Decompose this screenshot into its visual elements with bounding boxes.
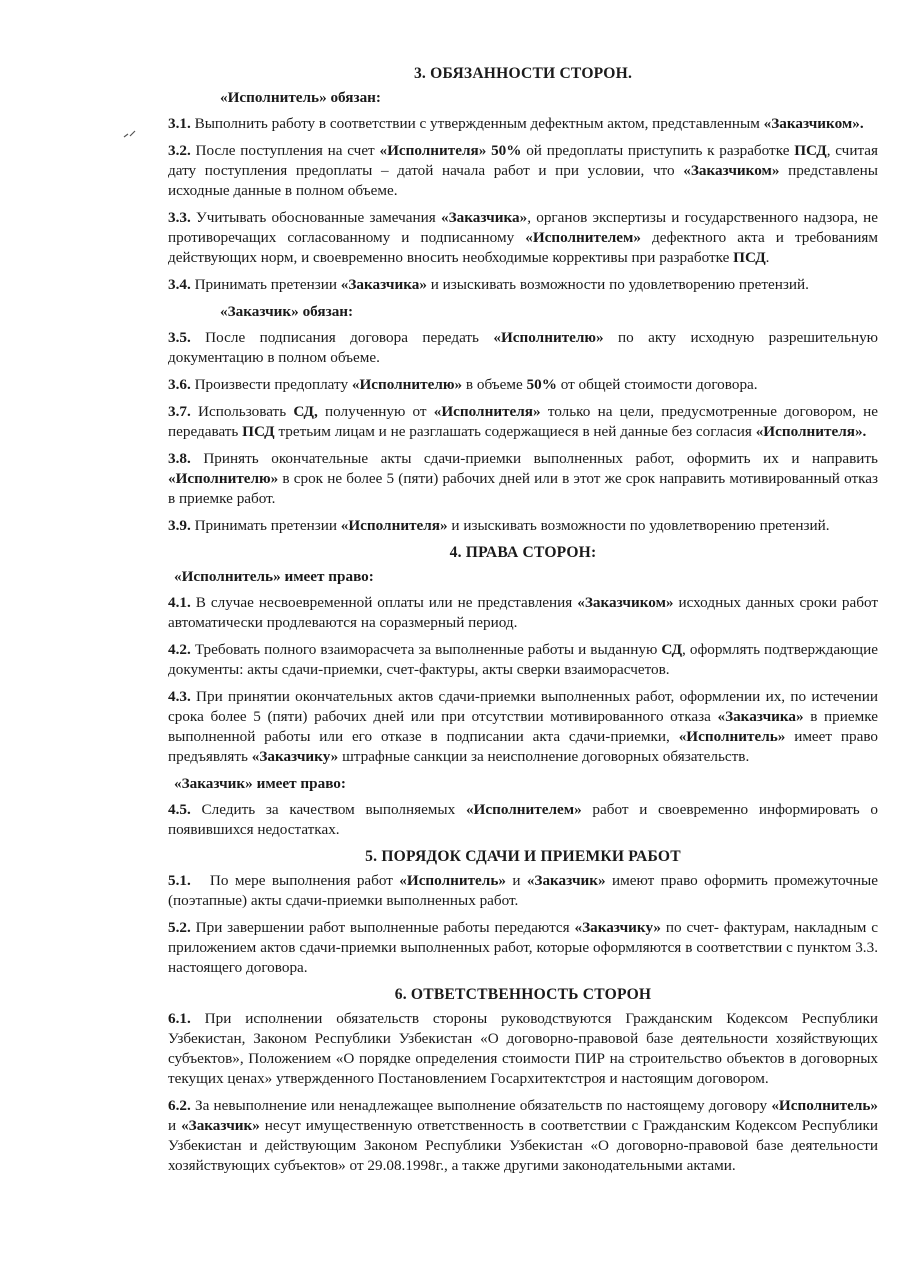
clause-text: При исполнении обязательств стороны руководствуются Гражданским Кодексом Республики Узбекистан, Законом Республики Узбекистан «О договорно-правовой базе деятельности хозяйствующих субъектов», Положением «О порядке определения стоимости ПИР на строительство объектов в договорных текущих ценах» утвержденного Постановлением Госархитектстроя и настоящим договором. xyxy=(168,1010,878,1087)
clause-paragraph xyxy=(168,640,878,680)
clause-paragraph xyxy=(168,800,878,840)
clause-number: 4.2. xyxy=(168,641,191,658)
clause-text: Принимать претензии «Заказчика» и изыскивать возможности по удовлетворению претензий. xyxy=(190,276,809,293)
clause-number: 3.2. xyxy=(168,142,191,159)
clause-number: 3.3. xyxy=(168,209,191,226)
clause-number: 4.5. xyxy=(168,801,191,818)
clause-text: За невыполнение или ненадлежащее выполнение обязательств по настоящему договору «Исполнитель» и «Заказчик» несут имущественную ответственность в соответствии с Гражданским Кодексом Республики Узбекистан и действующим Законом Республики Узбекистан «О договорно-правовой базе деятельности хозяйствующих субъектов» от 29.08.1998г., а также другими законодательными актами. xyxy=(168,1097,878,1174)
clause-paragraph xyxy=(168,114,878,134)
clause-paragraph xyxy=(168,687,878,767)
clause-number: 3.5. xyxy=(168,329,191,346)
section-title: 3. ОБЯЗАННОСТИ СТОРОН. xyxy=(413,65,633,82)
clause-paragraph xyxy=(168,141,878,201)
clause-number: 3.7. xyxy=(168,403,191,420)
clause-text: В случае несвоевременной оплаты или не представления «Заказчиком» исходных данных сроки работ автоматически продлеваются на соразмерный период. xyxy=(168,594,879,631)
clause-number: 4.3. xyxy=(168,688,191,705)
clause-text: Требовать полного взаиморасчета за выполненные работы и выданную СД, оформлять подтверждающие документы: акты сдачи-приемки, счет-фактуры, акты сверки взаиморасчетов. xyxy=(168,641,878,678)
pen-mark-icon xyxy=(122,128,140,140)
clause-paragraph xyxy=(168,328,878,368)
clause-paragraph xyxy=(168,275,878,295)
clause-text: При принятии окончательных актов сдачи-приемки выполненных работ, оформлении их, по истечении срока более 5 (пяти) рабочих дней или при отсутствии мотивированного отказа «Заказчика» в приемке выполненной работы или его отказе в подписании акта сдачи-приемки, «Исполнитель» имеет право предъявлять «Заказчику» штрафные санкции за неисполнение договорных обязательств. xyxy=(168,688,879,765)
clause-text: Использовать СД, полученную от «Исполнителя» только на цели, предусмотренные договором, не передавать ПСД третьим лицам и не разглашать содержащиеся в ней данные без согласия «Исполнителя». xyxy=(168,403,878,440)
clause-paragraph xyxy=(168,593,878,633)
clause-paragraph xyxy=(168,375,878,395)
section-title: 5. ПОРЯДОК СДАЧИ И ПРИЕМКИ РАБОТ xyxy=(365,848,681,865)
section-title: 6. ОТВЕТСТВЕННОСТЬ СТОРОН xyxy=(394,986,652,1003)
clause-text: Принимать претензии «Исполнителя» и изыскивать возможности по удовлетворению претензий. xyxy=(190,517,830,534)
clause-text: Следить за качеством выполняемых «Исполнителем» работ и своевременно информировать о появившихся недостатках. xyxy=(168,801,878,838)
clause-paragraph xyxy=(168,1096,878,1176)
clause-paragraph xyxy=(168,449,878,509)
clause-number: 3.6. xyxy=(168,376,191,393)
clause-paragraph xyxy=(168,918,878,978)
clause-number: 5.1. xyxy=(168,872,191,889)
clause-text: Произвести предоплату «Исполнителю» в объеме 50% от общей стоимости договора. xyxy=(190,376,758,393)
subsection-heading: «Исполнитель» имеет право: xyxy=(174,568,374,585)
contract-page xyxy=(168,64,878,1183)
subsection-heading: «Заказчик» имеет право: xyxy=(174,775,346,792)
clause-text: После подписания договора передать «Исполнителю» по акту исходную разрешительную документацию в полном объеме. xyxy=(168,329,879,366)
clause-number: 6.2. xyxy=(168,1097,191,1114)
clause-number: 4.1. xyxy=(168,594,191,611)
clause-text: Учитывать обоснованные замечания «Заказчика», органов экспертизы и государственного надзора, не противоречащих согласованному и подписанному «Исполнителем» дефектного акта и требованиям действующих норм, и своевременно вносить необходимые коррективы при разработке ПСД. xyxy=(168,209,879,266)
clause-text: По мере выполнения работ «Исполнитель» и «Заказчик» имеют право оформить промежуточные (поэтапные) акты сдачи-приемки выполненных работ. xyxy=(168,872,878,909)
clause-number: 5.2. xyxy=(168,919,191,936)
clause-paragraph xyxy=(168,1009,878,1089)
clause-text: Принять окончательные акты сдачи-приемки выполненных работ, оформить их и направить «Исполнителю» в срок не более 5 (пяти) рабочих дней или в этот же срок направить мотивированный отказ в приемке работ. xyxy=(168,450,878,507)
clause-number: 3.4. xyxy=(168,276,191,293)
clause-number: 6.1. xyxy=(168,1010,191,1027)
clause-number: 3.9. xyxy=(168,517,191,534)
clause-paragraph xyxy=(168,208,878,268)
clause-number: 3.1. xyxy=(168,115,191,132)
clause-text: После поступления на счет «Исполнителя» 50% ой предоплаты приступить к разработке ПСД, считая дату поступления предоплаты – датой начала работ и при условии, что «Заказчиком» представлены исходные данные в полном объеме. xyxy=(168,142,878,199)
subsection-heading: «Заказчик» обязан: xyxy=(220,303,354,320)
section-title: 4. ПРАВА СТОРОН: xyxy=(449,544,597,561)
clause-paragraph xyxy=(168,516,878,536)
clause-text: Выполнить работу в соответствии с утвержденным дефектным актом, представленным «Заказчиком». xyxy=(190,115,864,132)
subsection-heading: «Исполнитель» обязан: xyxy=(220,89,381,106)
clause-text: При завершении работ выполненные работы передаются «Заказчику» по счет- фактурам, накладным с приложением актов сдачи-приемки выполненных работ, которые оформляются в соответствии с пунктом 3.3. настоящего договора. xyxy=(168,919,879,976)
clause-number: 3.8. xyxy=(168,450,191,467)
clause-paragraph xyxy=(168,402,878,442)
clause-paragraph xyxy=(168,871,878,911)
